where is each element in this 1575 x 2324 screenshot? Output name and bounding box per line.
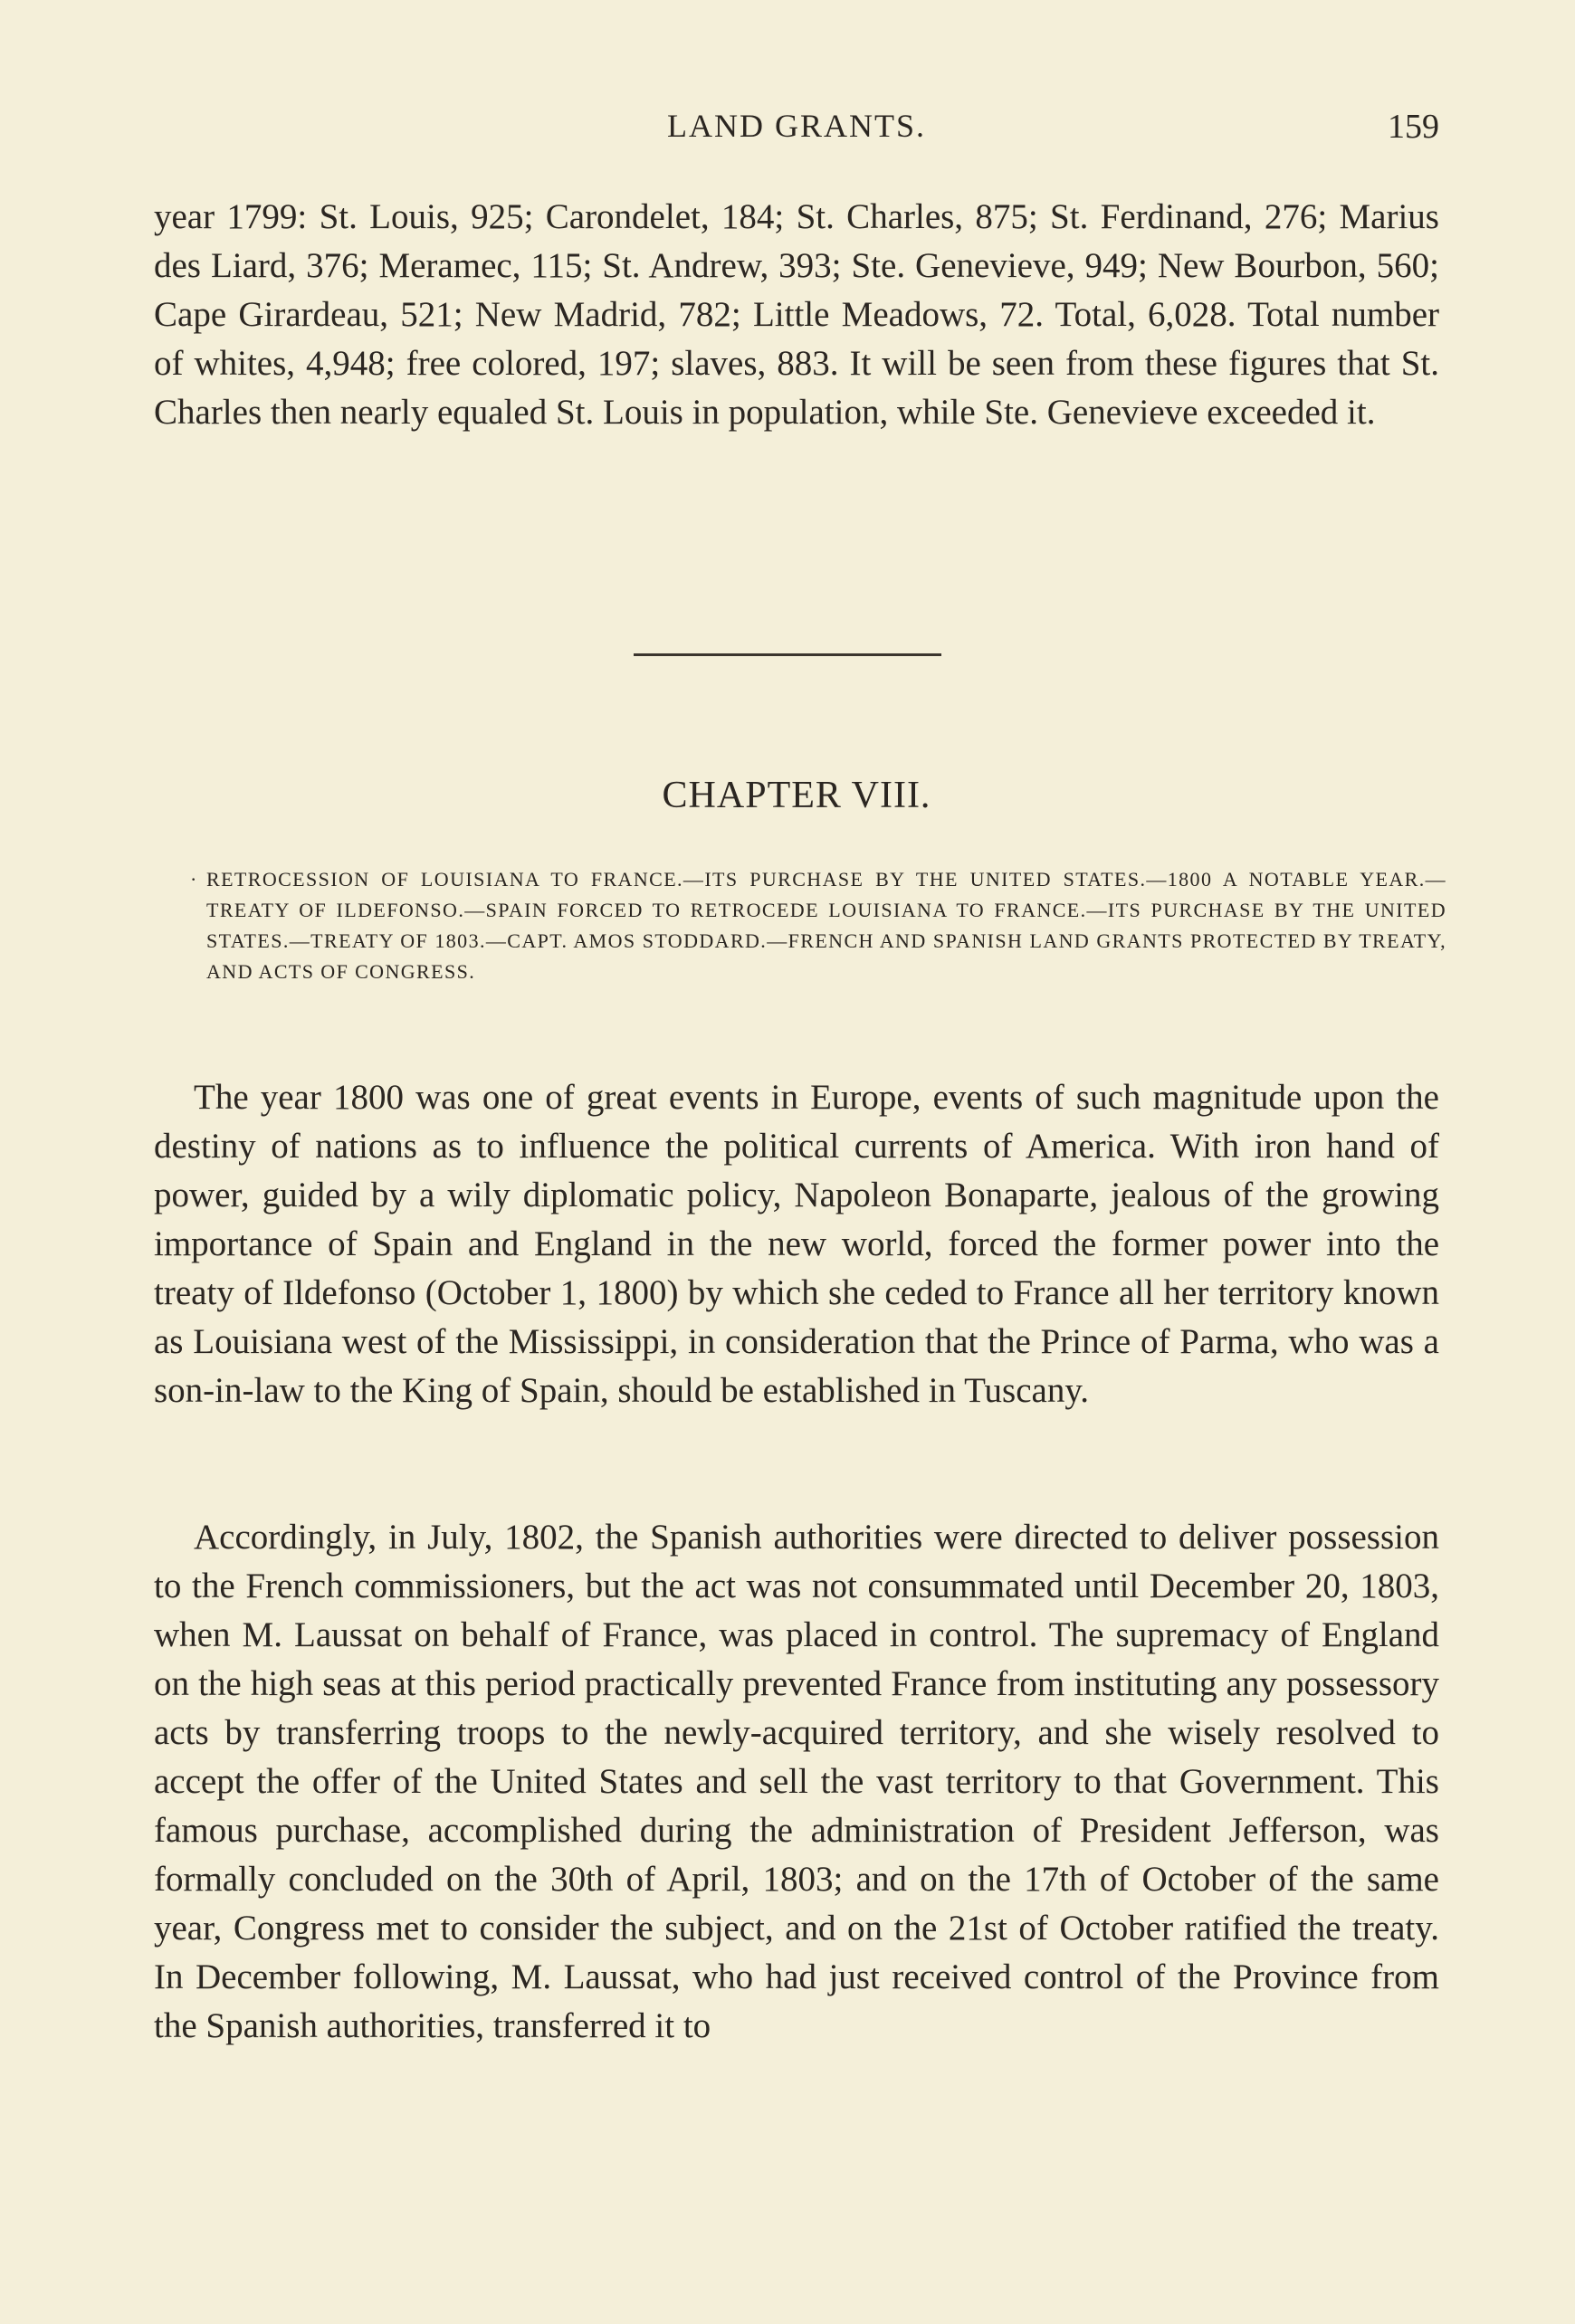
paragraph-accordingly: Accordingly, in July, 1802, the Spanish authorities were directed to deliver possession to the French commissioners, but the act was not consummated until December 20, 1803, when M. Laussat on behalf of France, was placed in control. The supremacy of England on the high seas at this period practically prevented France from instituting any possessory acts by transferring troops to the newly-acquired territory, and she wisely resolved to accept the offer of the United States and sell the vast territory to that Government. This famous purchase, accomplished during the administration of President Jefferson, was formally concluded on the 30th of April, 1803; and on the 17th of October of the same year, Congress met to consider the subject, and on the 21st of October ratified the treaty. In December following, M. Laussat, who had just received control of the Province from the Spanish authorities, transferred it to xyxy=(154,1518,1439,2045)
running-title: LAND GRANTS. xyxy=(666,108,926,144)
chapter-synopsis-text: RETROCESSION OF LOUISIANA TO FRANCE.—ITS PURCHASE BY THE UNITED STATES.—1800 A NOTABLE YEAR.—TREATY OF ILDEFONSO.—SPAIN FORCED TO RETROCEDE LOUISIANA TO FRANCE.—ITS PURCHASE BY THE UNITED STATES.—TREATY OF 1803.—CAPT. AMOS STODDARD.—FRENCH AND SPANISH LAND GRANTS PROTECTED BY TREATY, AND ACTS OF CONGRESS. xyxy=(206,868,1446,983)
page-number: 159 xyxy=(1388,108,1439,146)
running-head xyxy=(154,107,1439,152)
paragraph-population-figures: year 1799: St. Louis, 925; Carondelet, 184; St. Charles, 875; St. Ferdinand, 276; Marius des Liard, 376; Meramec, 115; St. Andrew, 393; Ste. Genevieve, 949; New Bourbon, 560; Cape Girardeau, 521; New Madrid, 782; Little Meadows, 72. Total, 6,028. Total number of whites, 4,948; free colored, 197; slaves, 883. It will be seen from these figures that St. Charles then nearly equaled St. Louis in population, while Ste. Genevieve exceeded it. xyxy=(154,197,1439,432)
section-divider xyxy=(634,653,941,656)
chapter-synopsis xyxy=(190,864,1446,987)
paragraph-year-1800: The year 1800 was one of great events in Europe, events of such magnitude upon the destiny of nations as to influence the political currents of America. With iron hand of power, guided by a wily diplomatic policy, Napoleon Bonaparte, jealous of the growing importance of Spain and England in the new world, forced the former power into the treaty of Ildefonso (October 1, 1800) by which she ceded to France all her territory known as Louisiana west of the Mississippi, in consideration that the Prince of Parma, who was a son-in-law to the King of Spain, should be established in Tuscany. xyxy=(154,1078,1439,1410)
synopsis-bullet-mark: · xyxy=(190,868,198,891)
chapter-title: CHAPTER VIII. xyxy=(662,775,931,816)
